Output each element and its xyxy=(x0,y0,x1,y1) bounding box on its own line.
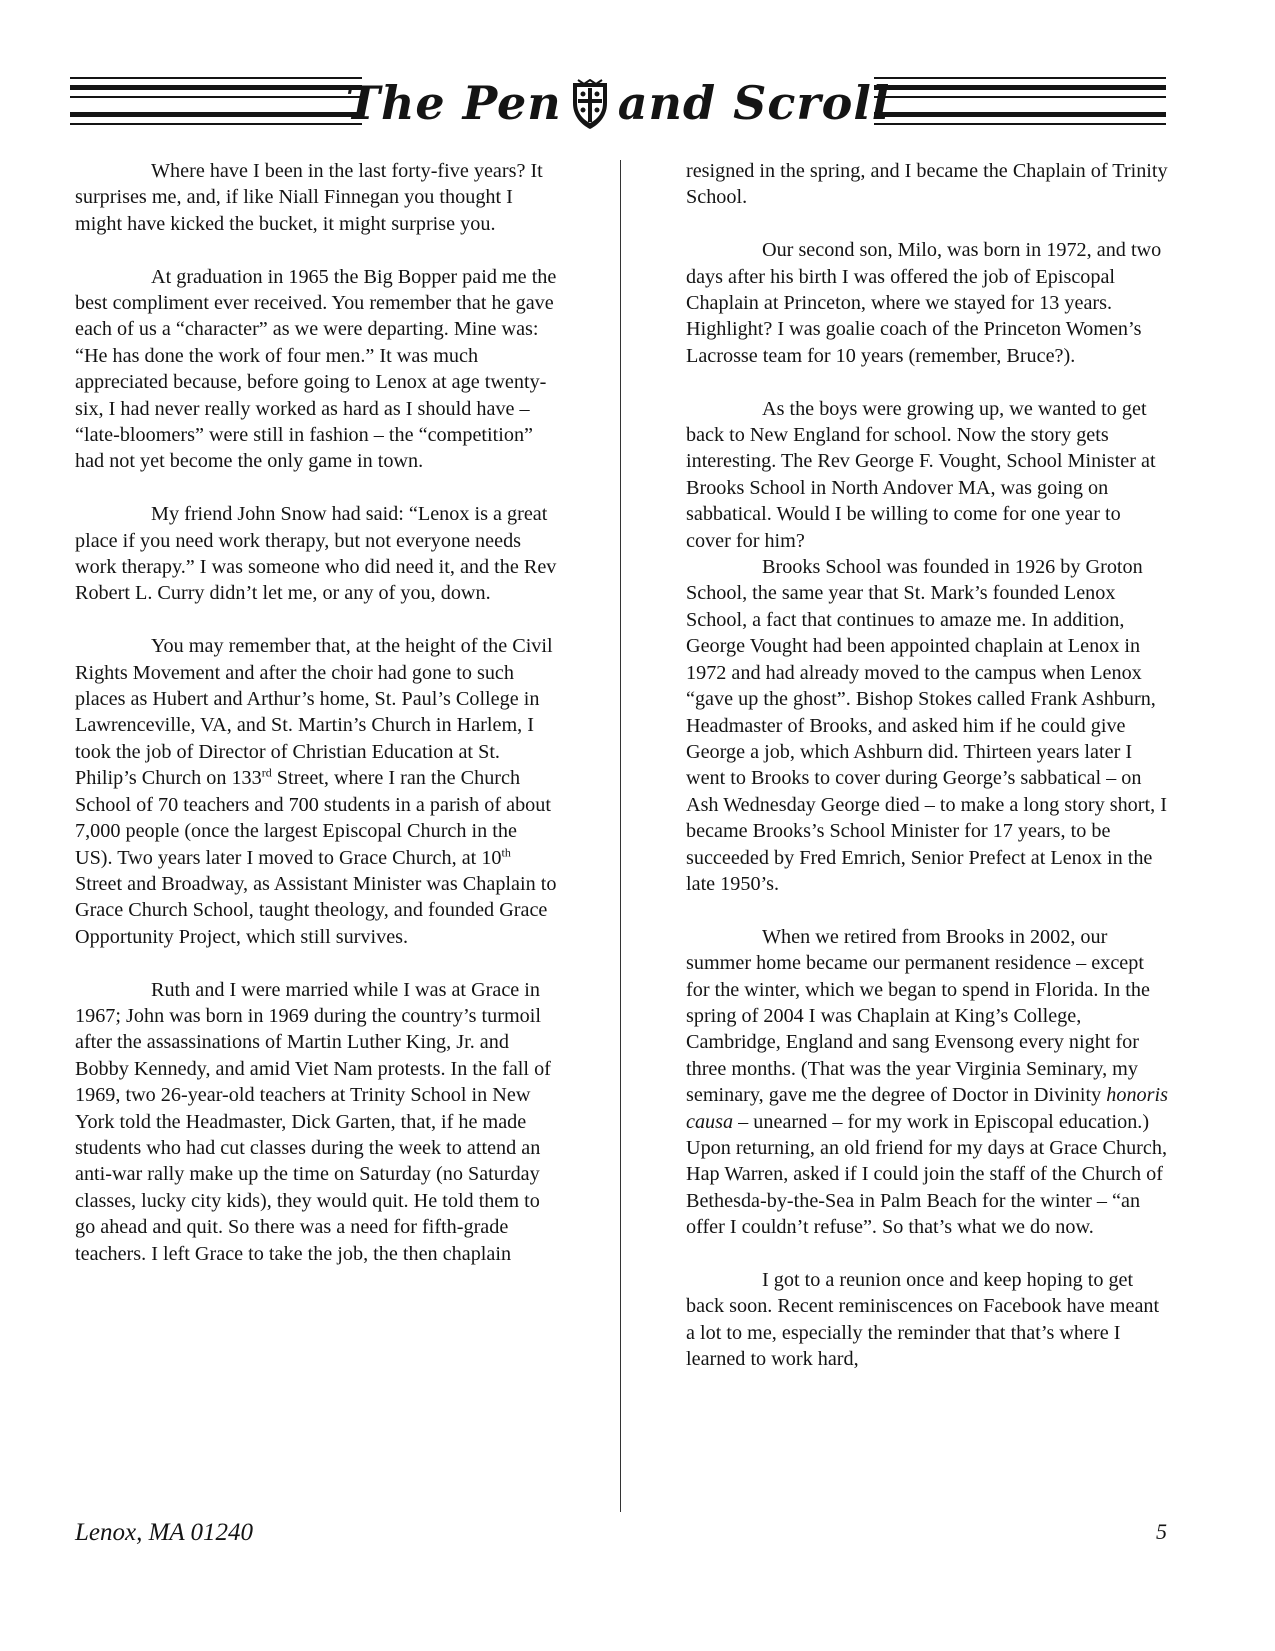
masthead-title-part2: and Scroll xyxy=(617,76,891,130)
masthead xyxy=(70,70,1166,136)
masthead-rule-right xyxy=(874,77,1166,131)
paragraph: When we retired from Brooks in 2002, our summer home became our permanent residence – except for the winter, which we began to spend in Florida. In the spring of 2004 I was Chaplain at King’s College, Cambridge, England and sang Evensong every night for three months. (That was the year Virginia Seminary, my seminary, gave me the degree of Doctor in Divinity honoris causa – unearned – for my work in Episcopal education.) Upon returning, an old friend for my days at Grace Church, Hap Warren, asked if I could join the staff of the Church of Bethesda-by-the-Sea in Palm Beach for the winter – “an offer I couldn’t refuse”. So that’s what we do now. xyxy=(686,925,1168,1239)
masthead-title xyxy=(345,66,891,140)
column-divider xyxy=(620,160,621,1512)
paragraph: You may remember that, at the height of the Civil Rights Movement and after the choir had gone to such places as Hubert and Arthur’s home, St. Paul’s College in Lawrenceville, VA, and St. Martin’s Church in Harlem, I took the job of Director of Christian Education at St. Philip’s Church on 133rd Street, where I ran the Church School of 70 teachers and 700 students in a parish of about 7,000 people (once the largest Episcopal Church in the US). Two years later I moved to Grace Church, at 10th Street and Broadway, as Assistant Minister was Chaplain to Grace Church School, taught theology, and founded Grace Opportunity Project, which still survives. xyxy=(75,635,557,948)
paragraph: Where have I been in the last forty-five years? It surprises me, and, if like Niall Finnegan you thought I might have kicked the bucket, it might surprise you. xyxy=(75,160,543,235)
paragraph: At graduation in 1965 the Big Bopper paid me the best compliment ever received. You remember that he gave each of us a “character” as we were departing. Mine was: “He has done the work of four men.” It was much appreciated because, before going to Lenox at age twenty-six, I had never really worked as hard as I should have – “late-bloomers” were still in fashion – the “competition” had not yet become the only game in town. xyxy=(75,265,557,473)
paragraph: Ruth and I were married while I was at Grace in 1967; John was born in 1969 during the country’s turmoil after the assassinations of Martin Luther King, Jr. and Bobby Kennedy, and amid Viet Nam protests. In the fall of 1969, two 26-year-old teachers at Trinity School in New York told the Headmaster, Dick Garten, that, if he made students who had cut classes during the week to attend an anti-war rally make up the time on Saturday (no Saturday classes, lucky city kids), they would quit. He told them to go ahead and quit. So there was a need for fifth-grade teachers. I left Grace to take the job, the then chaplain xyxy=(75,978,551,1265)
paragraph: Brooks School was founded in 1926 by Groton School, the same year that St. Mark’s founded Lenox School, a fact that continues to amaze me. In addition, George Vought had been appointed chaplain at Lenox in 1972 and had already moved to the campus when Lenox “gave up the ghost”. Bishop Stokes called Frank Ashburn, Headmaster of Brooks, and asked him if he could give George a job, which Ashburn did. Thirteen years later I went to Brooks to cover during George’s sabbatical – on Ash Wednesday George died – to make a long story short, I became Brooks’s School Minister for 17 years, to be succeeded by Fred Emrich, Senior Prefect at Lenox in the late 1950’s. xyxy=(686,556,1167,895)
paragraph: I got to a reunion once and keep hoping to get back soon. Recent reminiscences on Facebook have meant a lot to me, especially the reminder that that’s where I learned to work hard, xyxy=(686,1269,1160,1371)
shield-crest-icon xyxy=(570,79,610,131)
page-number: 5 xyxy=(1156,1519,1167,1544)
masthead-title-part1: The Pen xyxy=(345,76,562,130)
right-column xyxy=(686,158,1170,1373)
paragraph: My friend John Snow had said: “Lenox is a great place if you need work therapy, but not everyone needs work therapy.” I was someone who did need it, and the Rev Robert L. Curry didn’t let me, or any of you, down. xyxy=(75,503,557,605)
footer-location: Lenox, MA 01240 xyxy=(75,1519,253,1546)
paragraph: resigned in the spring, and I became the Chaplain of Trinity School. xyxy=(686,160,1168,209)
paragraph: Our second son, Milo, was born in 1972, and two days after his birth I was offered the job of Episcopal Chaplain at Princeton, where we stayed for 13 years. Highlight? I was goalie coach of the Princeton Women’s Lacrosse team for 10 years (remember, Bruce?). xyxy=(686,239,1162,367)
left-column xyxy=(75,158,557,1267)
paragraph: As the boys were growing up, we wanted to get back to New England for school. Now the story gets interesting. The Rev George F. Vought, School Minister at Brooks School in North Andover MA, was going on sabbatical. Would I be willing to come for one year to cover for him? xyxy=(686,397,1156,552)
masthead-rule-left xyxy=(70,77,362,131)
